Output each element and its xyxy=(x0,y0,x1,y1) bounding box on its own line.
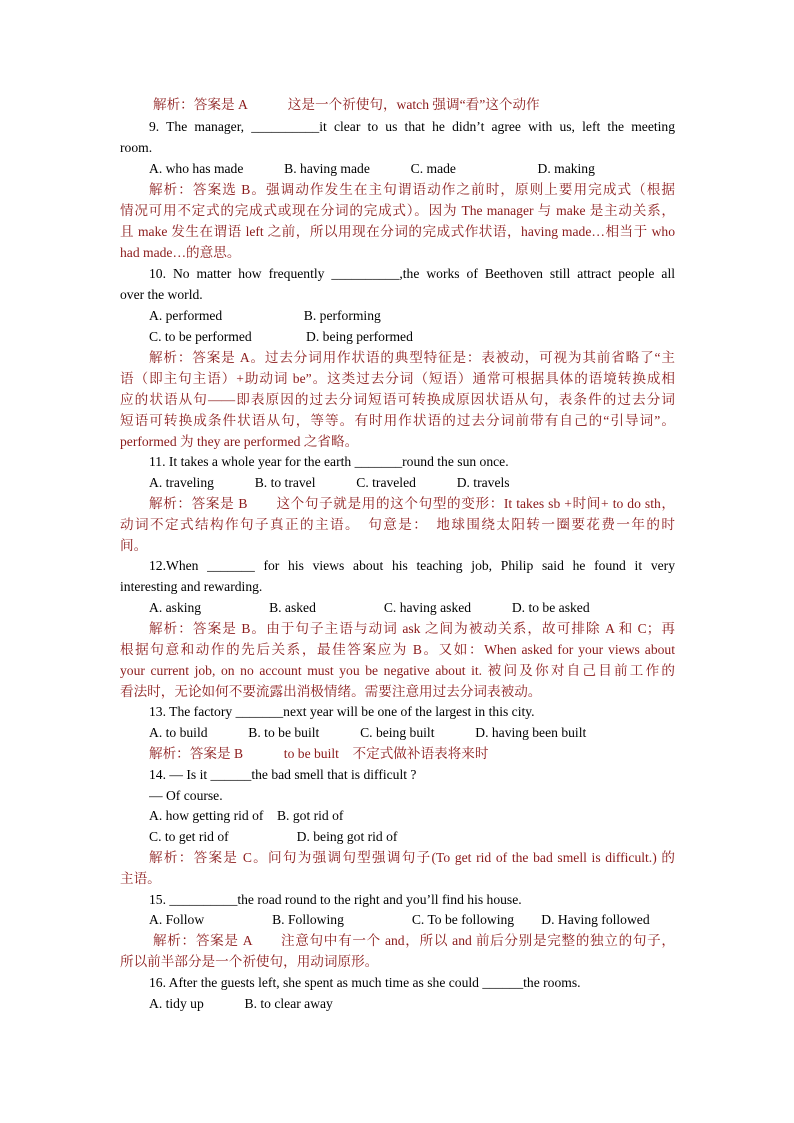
answer-explanation-9: 解析：答案选 B。强调动作发生在主句谓语动作之前时，原则上要用完成式（根据 xyxy=(149,182,675,197)
question-9-options: A. who has made B. having made C. made D. making xyxy=(149,161,595,176)
answer-explanation-12-cont: 根据句意和动作的先后关系，最佳答案应为 B。又如：When asked for your views about xyxy=(120,642,675,657)
answer-explanation-9-cont: 情况可用不定式的完成式或现在分词的完成式）。因为 The manager 与 make 是主动关系， xyxy=(120,203,675,218)
question-16: 16. After the guests left, she spent as much time as she could ______the rooms. xyxy=(149,975,581,990)
question-10-cont: over the world. xyxy=(120,287,203,302)
question-13-options: A. to build B. to be built C. being built D. having been built xyxy=(149,725,587,740)
question-11-options: A. traveling B. to travel C. traveled D. travels xyxy=(149,475,510,490)
answer-explanation-10-cont: 应的状语从句——即表原因的过去分词短语可转换成原因状语从句，表条件的过去分词 xyxy=(120,392,675,407)
answer-explanation-11-cont: 间。 xyxy=(120,538,148,553)
question-15: 15. __________the road round to the right and you’ll find his house. xyxy=(149,892,522,907)
question-16-options: A. tidy up B. to clear away xyxy=(149,996,333,1011)
answer-explanation-11: 解析：答案是 B 这个句子就是用的这个句型的变形：It takes sb +时间+ to do sth， xyxy=(149,496,675,511)
answer-explanation-10-cont: 短语可转换成条件状语从句，等等。有时用作状语的过去分词前带有自己的“引导词”。 xyxy=(120,413,675,428)
answer-explanation-14-cont: 主语。 xyxy=(120,871,161,886)
answer-explanation-8: 解析：答案是 A 这是一个祈使句，watch 强调“看”这个动作 xyxy=(153,97,540,112)
question-14-options: C. to get rid of D. being got rid of xyxy=(149,829,398,844)
answer-explanation-9-cont: had made…的意思。 xyxy=(120,245,241,260)
question-12-options: A. asking B. asked C. having asked D. to be asked xyxy=(149,600,590,615)
question-14-cont: — Of course. xyxy=(149,788,223,803)
question-14: 14. — Is it ______the bad smell that is difficult ? xyxy=(149,767,417,782)
answer-explanation-10-cont: 语（即主句主语）+助动词 be”。这类过去分词（短语）通常可根据具体的语境转换成相 xyxy=(120,371,675,386)
question-15-options: A. Follow B. Following C. To be following D. Having followed xyxy=(149,912,650,927)
question-9-cont: room. xyxy=(120,140,153,155)
question-13: 13. The factory _______next year will be one of the largest in this city. xyxy=(149,704,535,719)
answer-explanation-12-cont: your current job, on no account must you be negative about it. 被问及你对自己目前工作的 xyxy=(120,663,675,678)
question-12-cont: interesting and rewarding. xyxy=(120,579,263,594)
question-11: 11. It takes a whole year for the earth _______round the sun once. xyxy=(149,454,509,469)
question-12: 12.When _______ for his views about his teaching job, Philip said he found it very xyxy=(149,558,675,573)
question-9: 9. The manager, __________it clear to us that he didn’t agree with us, left the meeting xyxy=(149,119,675,134)
answer-explanation-12-cont: 看法时，无论如何不要流露出消极情绪。需要注意用过去分词表被动。 xyxy=(120,684,542,699)
answer-explanation-10-cont: performed 为 they are performed 之省略。 xyxy=(120,434,359,449)
question-10-options: A. performed B. performing xyxy=(149,308,381,323)
answer-explanation-9-cont: 且 make 发生在谓语 left 之前，所以用现在分词的完成式作状语，having made…相当于 who xyxy=(120,224,675,239)
answer-explanation-15: 解析：答案是 A 注意句中有一个 and，所以 and 前后分别是完整的独立的句子， xyxy=(153,933,675,948)
answer-explanation-10: 解析：答案是 A。过去分词用作状语的典型特征是：表被动，可视为其前省略了“主 xyxy=(149,350,675,365)
answer-explanation-12: 解析：答案是 B。由于句子主语与动词 ask 之间为被动关系，故可排除 A 和 C；再 xyxy=(149,621,675,636)
answer-explanation-14: 解析：答案是 C。问句为强调句型强调句子(To get rid of the bad smell is difficult.) 的 xyxy=(149,850,675,865)
answer-explanation-15-cont: 所以前半部分是一个祈使句，用动词原形。 xyxy=(120,954,379,969)
question-10: 10. No matter how frequently __________,the works of Beethoven still attract people all xyxy=(149,266,675,281)
question-10-options: C. to be performed D. being performed xyxy=(149,329,413,344)
question-14-options: A. how getting rid of B. got rid of xyxy=(149,808,344,823)
answer-explanation-11-cont: 动词不定式结构作句子真正的主语。 句意是： 地球围绕太阳转一圈要花费一年的时 xyxy=(120,517,675,532)
answer-explanation-13: 解析：答案是 B to be built 不定式做补语表将来时 xyxy=(149,746,489,761)
